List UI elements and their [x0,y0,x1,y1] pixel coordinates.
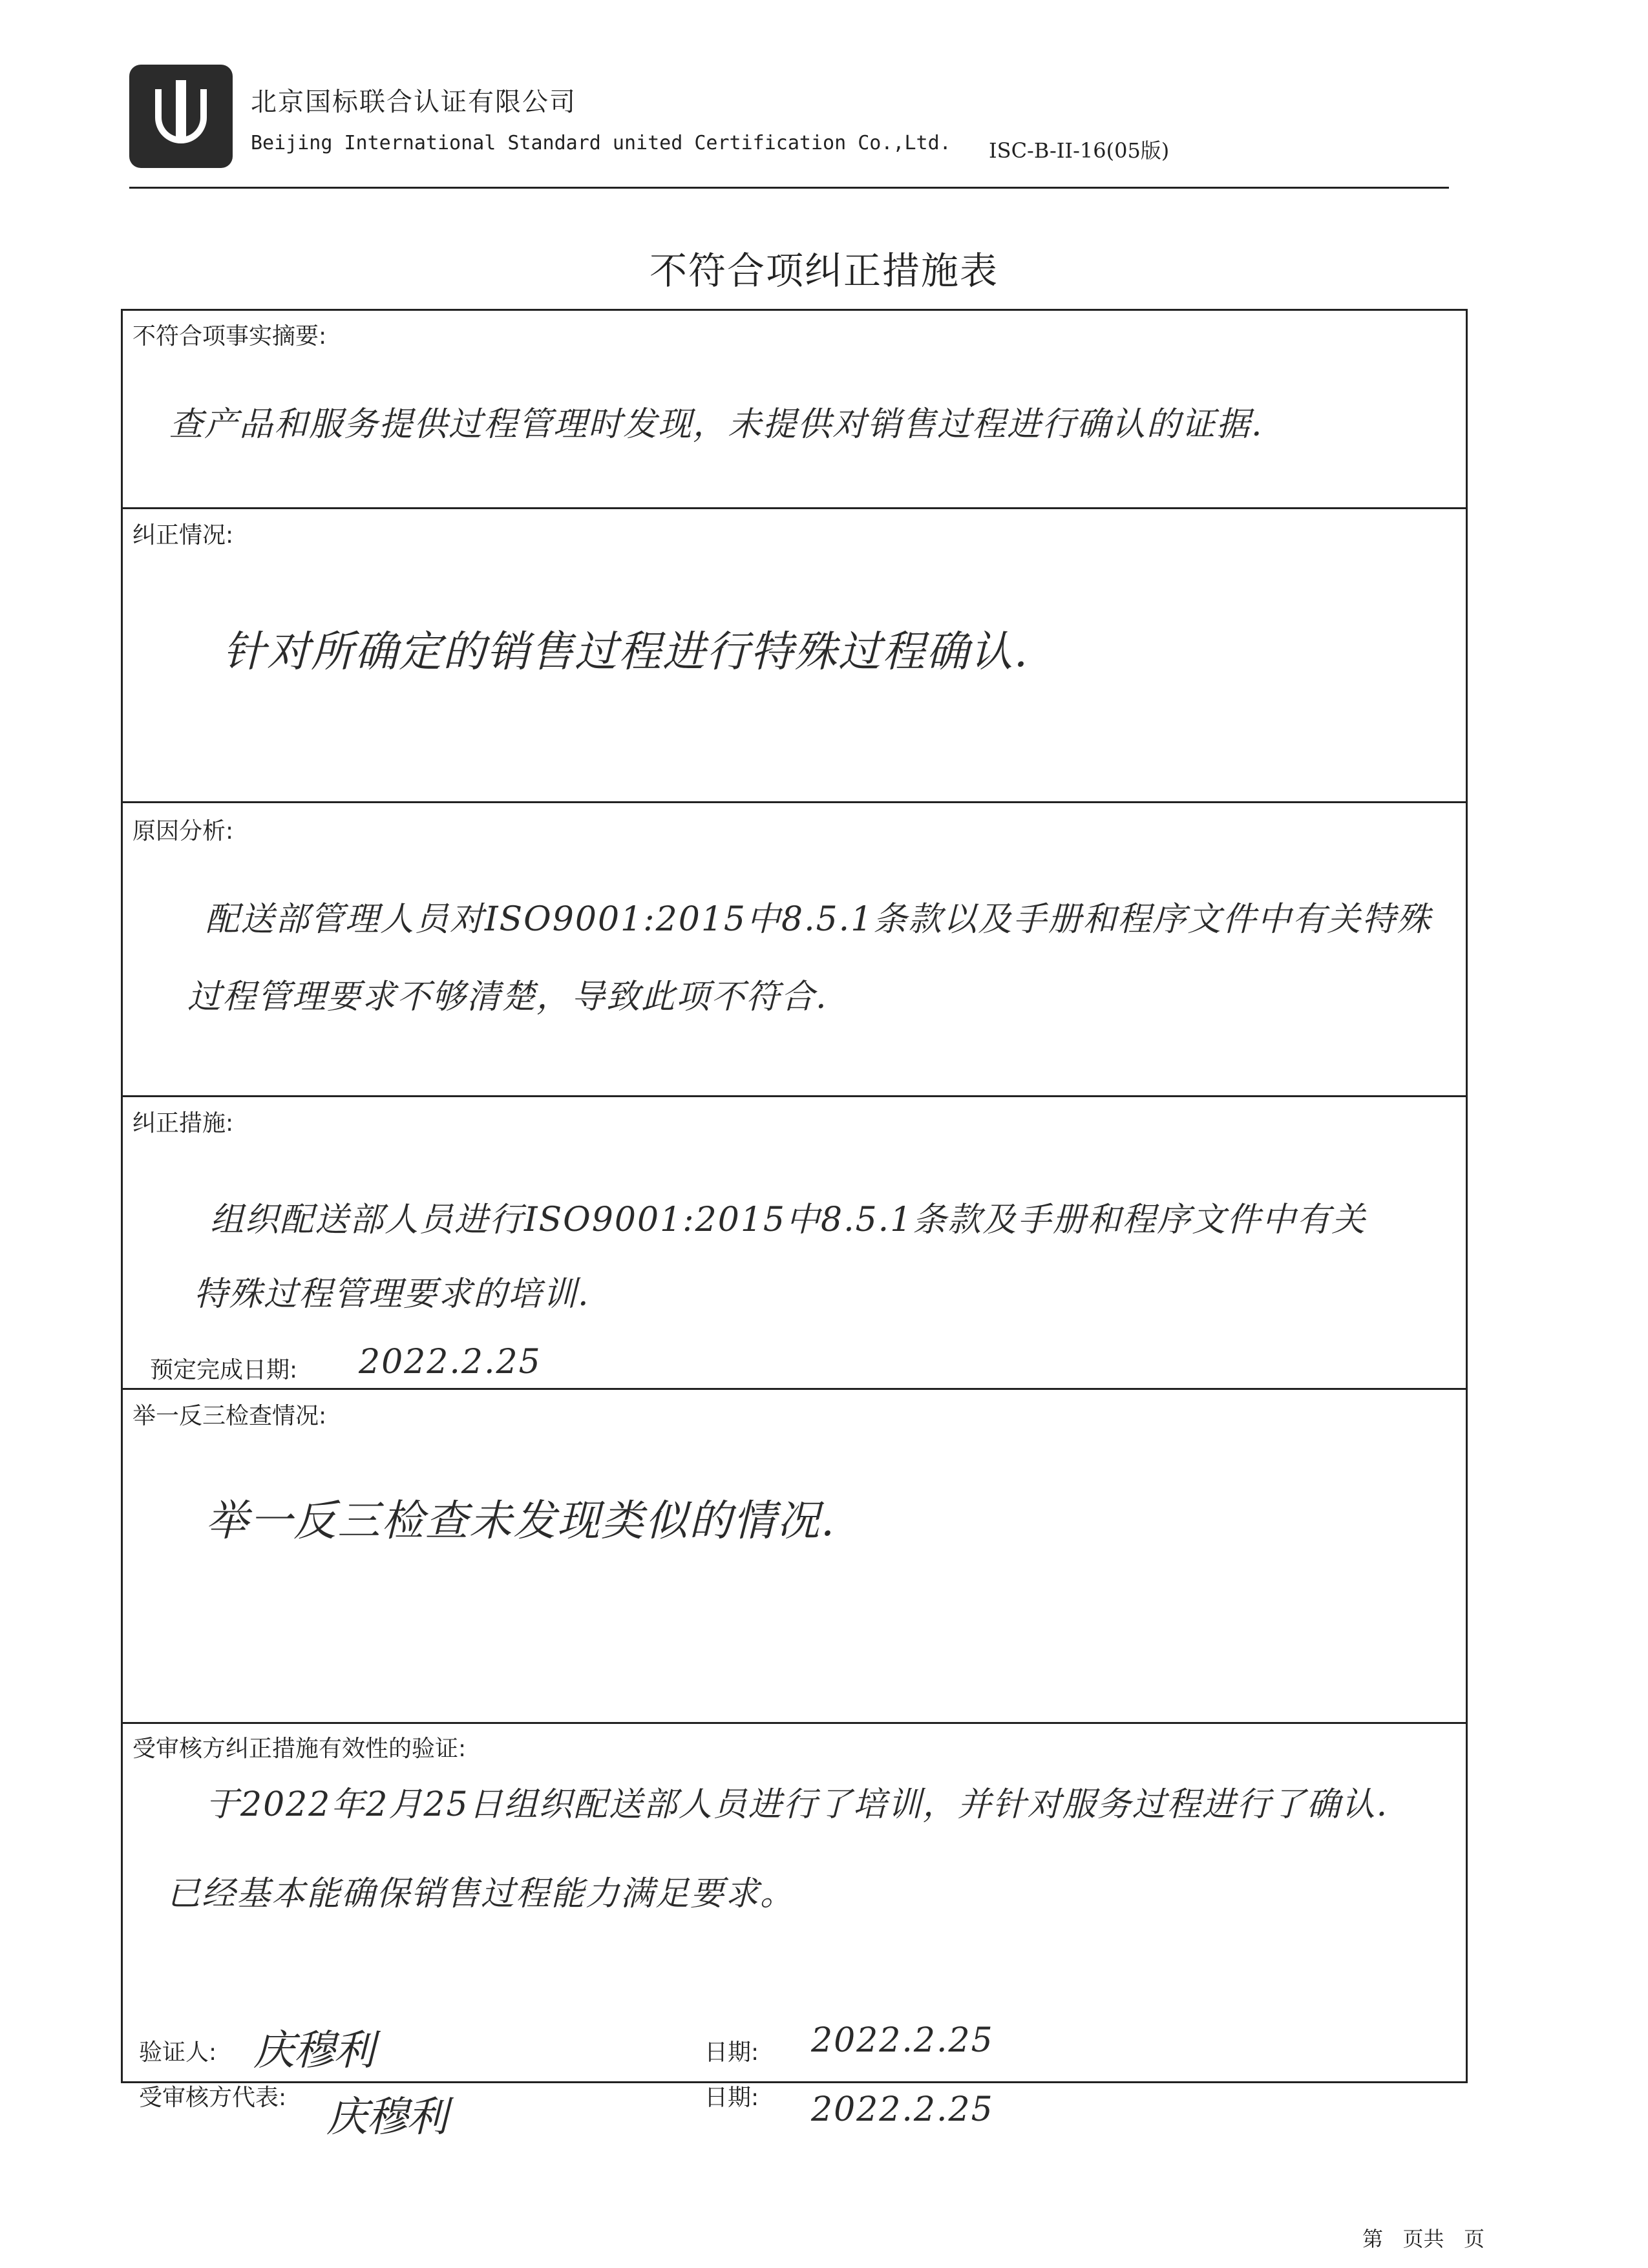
representative-date-value: 2022.2.25 [811,2090,994,2129]
cause-text-line2: 过程管理要求不够清楚，导致此项不符合. [187,978,828,1016]
row-divider [121,1722,1468,1724]
check-text: 举一反三检查未发现类似的情况. [206,1496,836,1546]
cause-text-line1: 配送部管理人员对ISO9001:2015中8.5.1条款以及手册和程序文件中有关特殊 [206,900,1432,939]
verifier-label: 验证人: [139,2039,217,2066]
check-label: 举一反三检查情况: [132,1403,327,1429]
verifier-signature: 庆穆利 [253,2027,374,2075]
verification-label: 受审核方纠正措施有效性的验证: [132,1736,467,1762]
company-name-en: Beijing International Standard united Certification Co.,Ltd. [251,132,951,154]
representative-signature: 庆穆利 [326,2094,447,2141]
representative-date-label: 日期: [704,2084,759,2111]
row-divider [121,801,1468,803]
page-info: 第 页共 页 [1362,2227,1485,2251]
summary-label: 不符合项事实摘要: [132,323,327,350]
verification-date-value: 2022.2.25 [811,2021,994,2060]
due-date-label: 预定完成日期: [150,1357,298,1383]
row-divider [121,1388,1468,1390]
header-divider [129,187,1449,189]
verification-text-line1: 于2022年2月25日组织配送部人员进行了培训，并针对服务过程进行了确认. [206,1785,1389,1824]
measures-text-line1: 组织配送部人员进行ISO9001:2015中8.5.1条款及手册和程序文件中有关 [210,1201,1367,1239]
row-divider [121,1095,1468,1097]
company-name-cn: 北京国标联合认证有限公司 [251,87,576,117]
correction-label: 纠正情况: [132,522,234,549]
due-date-value: 2022.2.25 [359,1343,542,1381]
logo-bar [176,80,186,142]
company-logo [129,65,233,168]
summary-text: 查产品和服务提供过程管理时发现，未提供对销售过程进行确认的证据. [169,405,1263,444]
form-title: 不符合项纠正措施表 [649,249,998,293]
measures-text-line2: 特殊过程管理要求的培训. [194,1275,590,1314]
verification-date-label: 日期: [704,2039,759,2066]
row-divider [121,507,1468,509]
measures-label: 纠正措施: [132,1110,234,1137]
form-code: ISC-B-II-16(05版) [989,138,1170,163]
cause-label: 原因分析: [132,818,234,845]
representative-label: 受审核方代表: [139,2084,287,2111]
correction-text: 针对所确定的销售过程进行特殊过程确认. [223,627,1029,677]
verification-text-line2: 已经基本能确保销售过程能力满足要求。 [167,1874,796,1913]
